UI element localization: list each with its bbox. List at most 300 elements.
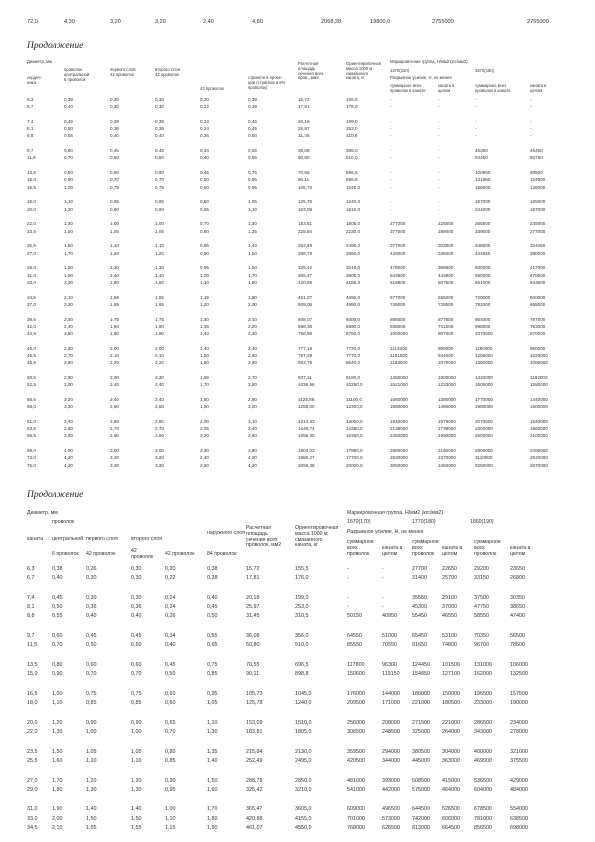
table-cell: 17850,0 bbox=[346, 448, 363, 454]
table-cell: 1,35 bbox=[200, 323, 209, 329]
table-cell: 1,55 bbox=[131, 824, 142, 831]
table-cell: 1,05 bbox=[110, 228, 119, 234]
table-cell: 0,85 bbox=[207, 671, 218, 678]
table-cell: 444850 bbox=[475, 250, 491, 256]
table-cell: 1,00 bbox=[52, 690, 63, 697]
table-cell: - bbox=[438, 126, 440, 132]
table-cell: 50,80 bbox=[298, 155, 310, 161]
table-cell: 0,85 bbox=[155, 199, 164, 205]
table-row bbox=[0, 749, 595, 757]
table-cell: 1,50 bbox=[248, 250, 257, 256]
table-cell: 8760,0 bbox=[346, 331, 361, 336]
table-cell: 2,40 bbox=[155, 397, 164, 402]
table-cell: 1,30 bbox=[207, 728, 218, 735]
table-cell: 3,40 bbox=[248, 426, 257, 432]
table-cell: 199,0 bbox=[295, 594, 309, 601]
header-breaking: Разрывное усилие, Н, не менее bbox=[390, 75, 452, 80]
table-cell: 2,20 bbox=[110, 360, 119, 366]
table-cell: 1510,0 bbox=[346, 206, 361, 212]
table-cell: 3,00 bbox=[110, 448, 119, 454]
table-cell: 741000 bbox=[438, 323, 454, 329]
table-cell: 2,20 bbox=[200, 433, 209, 439]
table-cell: 464000 bbox=[442, 786, 460, 793]
table-cell: - bbox=[390, 206, 392, 212]
table-cell: 1980,27 bbox=[298, 455, 315, 461]
table-cell: 25,5 bbox=[27, 757, 38, 764]
table-cell: 1,05 bbox=[155, 228, 164, 234]
table-row bbox=[0, 566, 595, 574]
table-cell: 0,45 bbox=[207, 604, 218, 611]
table-cell: 1161500 bbox=[390, 353, 408, 358]
table-cell: 3,80 bbox=[64, 433, 73, 439]
table-cell: 44,5 bbox=[27, 331, 36, 336]
table-cell: 0,90 bbox=[110, 206, 119, 212]
table-cell: 45450 bbox=[530, 148, 543, 154]
table-cell: 0,45 bbox=[248, 126, 257, 132]
table-cell: 0,40 bbox=[207, 594, 218, 601]
table-cell: 20,0 bbox=[27, 719, 38, 726]
table-cell: 1,30 bbox=[86, 786, 97, 793]
table-cell: 1,40 bbox=[110, 272, 119, 278]
table-cell: 36,08 bbox=[298, 148, 310, 154]
table-cell: 1,90 bbox=[52, 806, 63, 813]
table-cell: 2,10 bbox=[110, 353, 119, 358]
table-cell: 1605000 bbox=[475, 382, 493, 388]
table-cell: 289000 bbox=[438, 228, 454, 234]
table-cell: - bbox=[390, 184, 392, 190]
table-cell: 1,50 bbox=[110, 279, 119, 285]
table-cell: 58550 bbox=[474, 613, 489, 620]
table-row bbox=[0, 199, 595, 206]
table-cell: 197000 bbox=[530, 206, 546, 212]
table-cell: - bbox=[390, 119, 392, 124]
table-cell: 0,90 bbox=[165, 777, 176, 784]
section-title: Продолжение bbox=[27, 490, 84, 500]
table-cell: 234000 bbox=[510, 719, 528, 726]
table-cell: 944000 bbox=[438, 353, 454, 358]
table-cell: 27,0 bbox=[27, 250, 36, 256]
table-cell: 1,60 bbox=[200, 360, 209, 366]
table-cell: 1380000 bbox=[438, 397, 456, 402]
table-cell: 701000 bbox=[347, 815, 365, 822]
table-cell: 1280000 bbox=[530, 382, 548, 388]
table-cell: 2130,0 bbox=[295, 748, 312, 755]
table-cell: 0,40 bbox=[200, 155, 209, 161]
table-cell: - bbox=[438, 170, 440, 176]
table-cell: 2,40 bbox=[110, 397, 119, 402]
table-cell: 1,20 bbox=[52, 719, 63, 726]
table-row bbox=[0, 155, 595, 162]
table-cell: 11,5 bbox=[27, 155, 36, 161]
table-cell: 22,0 bbox=[27, 728, 38, 735]
header-area: стрингон в проек- ции (стрингов и 8% проволок) bbox=[248, 75, 286, 90]
table-cell: 2,90 bbox=[248, 397, 257, 402]
table-row bbox=[0, 295, 595, 302]
table-cell: 8,8 bbox=[27, 613, 35, 620]
table-cell: 898,8 bbox=[295, 671, 309, 678]
table-cell: 187000 bbox=[475, 199, 491, 205]
table-cell: 1,60 bbox=[207, 786, 218, 793]
table-cell: 1000000 bbox=[390, 331, 408, 336]
table-cell: 461,07 bbox=[298, 294, 313, 300]
table-cell: 1,90 bbox=[248, 294, 257, 300]
table-cell: 70,55 bbox=[246, 661, 260, 668]
table-cell: 9,7 bbox=[27, 633, 35, 639]
table-cell: 253,0 bbox=[295, 604, 309, 611]
table-cell: 429000 bbox=[390, 250, 406, 256]
table-cell: 0,30 bbox=[86, 575, 97, 582]
table-cell: 196500 bbox=[474, 690, 492, 697]
table-cell: 508500 bbox=[412, 777, 430, 784]
table-cell: 61,0 bbox=[27, 419, 36, 424]
table-cell: 0,85 bbox=[110, 199, 119, 205]
table-cell: 1,80 bbox=[155, 323, 164, 329]
table-cell: 1,40 bbox=[248, 243, 257, 249]
table-cell: 388500 bbox=[438, 265, 454, 271]
table-cell: 0,50 bbox=[200, 177, 209, 183]
table-cell: 153,09 bbox=[246, 719, 263, 726]
table-row bbox=[0, 177, 595, 184]
table-cell: 1,50 bbox=[155, 279, 164, 285]
table-cell: 36,08 bbox=[246, 633, 260, 639]
table-cell: 235000 bbox=[530, 221, 546, 227]
table-cell: 1,10 bbox=[248, 206, 257, 212]
header-p42a: 42 проволок bbox=[86, 551, 116, 557]
table-cell: 375500 bbox=[510, 757, 528, 764]
table-cell: 53100 bbox=[442, 633, 457, 639]
table-cell: 1660000 bbox=[390, 397, 408, 402]
table-cell: 339000 bbox=[475, 228, 491, 234]
table-cell: 26800 bbox=[510, 575, 525, 582]
table-cell: 1,75 bbox=[110, 316, 119, 322]
table-cell: 442000 bbox=[382, 786, 400, 793]
table-cell: 4,20 bbox=[248, 462, 257, 468]
table-cell: 0,40 bbox=[110, 133, 119, 139]
table-cell: 310,5 bbox=[346, 133, 358, 139]
table-cell: 0,45 bbox=[200, 170, 209, 176]
table-cell: 208000 bbox=[382, 719, 400, 726]
table-cell: 183,81 bbox=[246, 728, 263, 735]
table-row bbox=[0, 397, 595, 404]
table-cell: 4155,0 bbox=[346, 279, 361, 285]
table-cell: 45300 bbox=[412, 604, 427, 611]
table-row bbox=[0, 221, 595, 228]
table-cell: 2,40 bbox=[248, 345, 257, 351]
header-calc-area: Расчетная площадь сечения всех пров., мм2 bbox=[298, 61, 324, 81]
table-row bbox=[0, 691, 595, 699]
table-cell: 2,20 bbox=[64, 301, 73, 307]
table-cell: 787500 bbox=[530, 316, 546, 322]
table-cell: 50150 bbox=[347, 613, 362, 620]
table-cell: 25700 bbox=[442, 575, 457, 582]
table-cell: 76,0 bbox=[27, 462, 36, 468]
table-cell: 31,45 bbox=[246, 613, 260, 620]
table-cell: 2,50 bbox=[64, 331, 73, 336]
table-cell: 0,22 bbox=[200, 104, 209, 110]
table-cell: 294000 bbox=[382, 748, 400, 755]
table-cell: 0,26 bbox=[200, 133, 209, 139]
table-cell: 150600 bbox=[347, 671, 365, 678]
table-cell: 1045,0 bbox=[295, 690, 312, 697]
table-cell: 2,30 bbox=[64, 316, 73, 322]
table-cell: 2,60 bbox=[110, 419, 119, 424]
table-cell: 954000 bbox=[475, 316, 491, 322]
table-cell: 127100 bbox=[442, 671, 460, 678]
table-cell: 0,85 bbox=[131, 700, 142, 706]
table-cell: - bbox=[390, 133, 392, 139]
table-cell: 0,30 bbox=[155, 97, 164, 102]
table-cell: 2,60 bbox=[155, 419, 164, 424]
table-cell: 80500 bbox=[530, 170, 543, 176]
table-cell: 1113300 bbox=[390, 345, 408, 351]
table-cell: 70550 bbox=[382, 642, 397, 649]
table-cell: 1,50 bbox=[207, 777, 218, 784]
table-cell: 877500 bbox=[438, 316, 454, 322]
table-cell: 1,30 bbox=[64, 221, 73, 227]
table-cell: 1,00 bbox=[86, 728, 97, 735]
table-cell: 0,70 bbox=[200, 221, 209, 227]
table-cell: 70350 bbox=[474, 633, 489, 639]
table-cell: 1070000 bbox=[475, 331, 493, 336]
table-cell: - bbox=[390, 177, 392, 183]
header-core: сердеч- ника bbox=[27, 75, 42, 85]
table-cell: 45350 bbox=[475, 148, 488, 154]
table-cell: 31400 bbox=[412, 575, 427, 582]
table-cell: 0,90 bbox=[52, 671, 63, 678]
table-cell: 131000 bbox=[474, 661, 492, 668]
table-row bbox=[0, 346, 595, 353]
header-wire-center: проволок центральной 6 проволок bbox=[64, 67, 90, 82]
table-cell: 1,80 bbox=[52, 786, 63, 793]
table-row bbox=[0, 324, 595, 331]
table-cell: 0,80 bbox=[64, 170, 73, 176]
table-cell: 176000 bbox=[347, 690, 365, 697]
table-cell: 2058,38 bbox=[298, 462, 315, 468]
table-cell: - bbox=[475, 97, 477, 102]
table-cell: 176,0 bbox=[346, 104, 358, 110]
header-diameter: Диаметр, мм bbox=[27, 59, 52, 64]
table-cell: 56500 bbox=[510, 633, 525, 639]
table-cell: 2,90 bbox=[155, 433, 164, 439]
table-row bbox=[0, 642, 595, 650]
table-cell: 0,20 bbox=[165, 566, 176, 572]
header-mass: Ориентировочная масса 1000 м смазанного каната, кг bbox=[346, 61, 381, 81]
table-cell: 781000 bbox=[474, 815, 492, 822]
table-cell: 156000 bbox=[475, 184, 491, 190]
table-cell: 252,49 bbox=[298, 243, 313, 249]
table-cell: 31,45 bbox=[298, 133, 310, 139]
table-cell: - bbox=[390, 170, 392, 176]
table-cell: 2,10 bbox=[64, 294, 73, 300]
header-whole-1: каната в целом bbox=[438, 83, 455, 93]
table-cell: 359500 bbox=[347, 748, 365, 755]
table-cell: 481000 bbox=[347, 777, 365, 784]
table-cell: 1,80 bbox=[200, 397, 209, 402]
table-cell: 0,60 bbox=[155, 170, 164, 176]
table-cell: 1233000 bbox=[438, 382, 456, 388]
table-cell: 277000 bbox=[390, 221, 406, 227]
table-cell: 1180000 bbox=[475, 345, 493, 351]
table-cell: 2,20 bbox=[248, 323, 257, 329]
table-cell: 0,65 bbox=[207, 642, 218, 649]
table-cell: 1360000 bbox=[475, 360, 493, 366]
table-cell: 356,0 bbox=[295, 633, 309, 639]
table-cell: 119150 bbox=[382, 671, 400, 678]
header-whole-2: каната в целом bbox=[442, 545, 463, 557]
table-cell: 153,09 bbox=[298, 206, 313, 212]
table-cell: 0,70 bbox=[131, 671, 142, 678]
header-group-1: 1470(150) bbox=[390, 68, 410, 73]
table-cell: 0,75 bbox=[248, 170, 257, 176]
table-cell: 0,60 bbox=[131, 661, 142, 668]
table-cell: 1192000 bbox=[530, 375, 548, 380]
table-cell: 2,30 bbox=[110, 375, 119, 380]
table-cell: 1,15 bbox=[165, 824, 176, 831]
table-cell: 60750 bbox=[530, 155, 543, 161]
table-cell: 125,78 bbox=[246, 700, 263, 706]
table-cell: 618800 bbox=[390, 279, 406, 285]
table-cell: 0,30 bbox=[110, 97, 119, 102]
table-row bbox=[0, 360, 595, 367]
table-cell: 0,40 bbox=[52, 575, 63, 582]
table-cell: 29100 bbox=[442, 594, 457, 601]
top-cell: 19800,0 bbox=[370, 19, 391, 25]
table-cell: 2670000 bbox=[530, 462, 548, 468]
table-cell: 180500 bbox=[442, 700, 460, 706]
table-cell: - bbox=[530, 126, 532, 132]
table-row bbox=[0, 778, 595, 786]
table-cell: 344000 bbox=[382, 757, 400, 764]
table-cell: 1,70 bbox=[207, 806, 218, 813]
table-cell: 1,90 bbox=[200, 404, 209, 410]
table-cell: 0,45 bbox=[110, 148, 119, 154]
table-cell: 0,30 bbox=[110, 104, 119, 110]
table-cell: 0,24 bbox=[165, 594, 176, 601]
table-cell: 797,29 bbox=[298, 353, 313, 358]
table-cell: 1183000 bbox=[390, 360, 408, 366]
table-cell: - bbox=[382, 604, 384, 611]
table-cell: 25,97 bbox=[298, 126, 310, 132]
table-cell: 1521000 bbox=[390, 382, 408, 388]
table-cell: 813000 bbox=[412, 824, 430, 831]
table-cell: 42,0 bbox=[27, 323, 36, 329]
table-cell: 18,0 bbox=[27, 700, 38, 706]
table-cell: 0,60 bbox=[64, 148, 73, 154]
table-cell: 1,10 bbox=[64, 199, 73, 205]
table-cell: 3,80 bbox=[248, 448, 257, 454]
table-cell: 209500 bbox=[347, 700, 365, 706]
table-cell: 2,90 bbox=[64, 375, 73, 380]
table-cell: 1,20 bbox=[110, 250, 119, 256]
table-cell: 2280000 bbox=[530, 448, 548, 454]
section-title: Продолжение bbox=[27, 41, 84, 51]
table-cell: 1,70 bbox=[52, 777, 63, 784]
table-cell: 609000 bbox=[347, 806, 365, 813]
table-cell: 3,30 bbox=[64, 404, 73, 410]
table-cell: 2600000 bbox=[475, 433, 493, 439]
table-cell: 2,05 bbox=[200, 426, 209, 432]
table-cell: 7770,0 bbox=[346, 353, 361, 358]
table-cell: 25,5 bbox=[27, 243, 36, 249]
table-cell: 543500 bbox=[530, 279, 546, 285]
table-cell: 0,60 bbox=[52, 633, 63, 639]
table-cell: 325,42 bbox=[298, 265, 313, 271]
table-cell: 13,5 bbox=[27, 661, 38, 668]
table-cell: 1658,30 bbox=[298, 433, 315, 439]
header-sum-1: суммарное всех проволок bbox=[347, 539, 374, 557]
table-cell: 2,10 bbox=[248, 316, 257, 322]
table-row bbox=[0, 671, 595, 679]
table-cell: 25,97 bbox=[246, 604, 260, 611]
table-cell: 324450 bbox=[530, 243, 546, 249]
table-row bbox=[0, 229, 595, 236]
table-cell: 3,60 bbox=[64, 426, 73, 432]
table-cell: 2,00 bbox=[64, 279, 73, 285]
table-cell: 165000 bbox=[530, 199, 546, 205]
table-cell: 1,20 bbox=[86, 777, 97, 784]
table-cell: 1,80 bbox=[64, 265, 73, 271]
top-cell: 4,80 bbox=[252, 19, 263, 25]
header-wire-second: второго слоя 42 проволок bbox=[155, 67, 181, 77]
table-cell: - bbox=[438, 206, 440, 212]
table-cell: 8,1 bbox=[27, 604, 35, 611]
header-p42b: 42 проволок bbox=[131, 548, 154, 560]
table-cell: 66,5 bbox=[27, 433, 36, 439]
table-cell: - bbox=[438, 199, 440, 205]
header-outer: наружного слоя bbox=[207, 530, 245, 536]
table-cell: 0,85 bbox=[200, 243, 209, 249]
table-cell: 600000 bbox=[530, 294, 546, 300]
table-cell: 155,5 bbox=[295, 566, 309, 572]
table-cell: 1,50 bbox=[64, 228, 73, 234]
table-cell: 1,90 bbox=[110, 331, 119, 336]
table-row bbox=[0, 265, 595, 272]
table-cell: 420,88 bbox=[298, 279, 313, 285]
table-cell: 3,40 bbox=[64, 419, 73, 424]
table-cell: 4,00 bbox=[248, 455, 257, 461]
table-cell: 2,40 bbox=[110, 382, 119, 388]
table-cell: 0,50 bbox=[64, 126, 73, 132]
table-row bbox=[0, 317, 595, 324]
table-cell: 0,40 bbox=[64, 104, 73, 110]
table-row bbox=[0, 243, 595, 250]
table-cell: 244000 bbox=[475, 206, 491, 212]
table-cell: 0,90 bbox=[131, 719, 142, 726]
table-cell: 0,70 bbox=[165, 728, 176, 735]
header-strength: Маркировочная группа, Н/мм2 (кгс/мм2) bbox=[390, 59, 468, 64]
table-cell: 157500 bbox=[510, 690, 528, 697]
table-cell: - bbox=[347, 566, 349, 572]
table-cell: 658000 bbox=[530, 301, 546, 307]
table-cell: 40950 bbox=[382, 613, 397, 620]
table-cell: - bbox=[347, 575, 349, 582]
table-cell: - bbox=[390, 126, 392, 132]
table-cell: 1,90 bbox=[207, 824, 218, 831]
table-cell: 3210,0 bbox=[346, 265, 361, 271]
table-cell: 0,65 bbox=[248, 155, 257, 161]
table-row bbox=[0, 806, 595, 814]
table-cell: 0,26 bbox=[86, 566, 97, 572]
table-cell: 13000,0 bbox=[346, 419, 363, 424]
table-cell: 768000 bbox=[347, 824, 365, 831]
table-cell: 0,50 bbox=[207, 613, 218, 620]
table-cell: 720000 bbox=[475, 294, 491, 300]
table-cell: 64450 bbox=[475, 155, 488, 161]
table-cell: 125,78 bbox=[298, 199, 313, 205]
top-cell: 72,0 bbox=[27, 19, 38, 25]
table-cell: 37500 bbox=[474, 594, 489, 601]
table-cell: 496500 bbox=[382, 806, 400, 813]
